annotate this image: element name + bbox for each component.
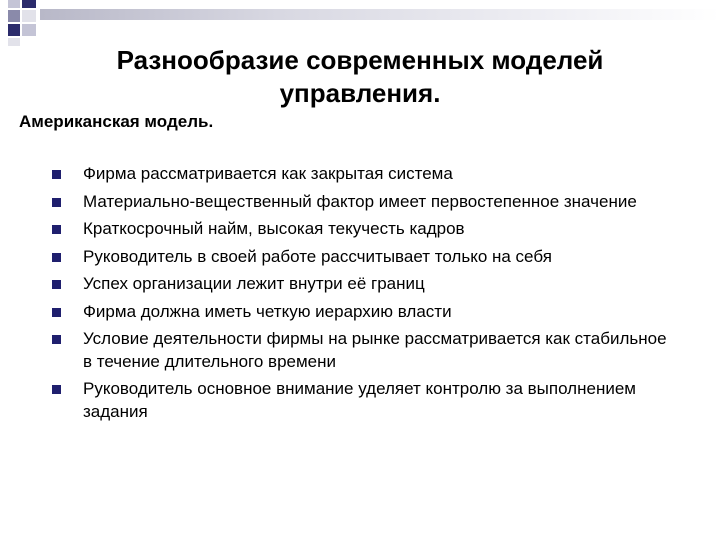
slide-title: Разнообразие современных моделей управления. — [116, 45, 604, 108]
list-item — [52, 301, 672, 324]
list-item-text: Фирма рассматривается как закрытая система — [83, 164, 453, 183]
decor-square — [8, 10, 20, 22]
square-bullet-icon — [52, 170, 61, 179]
square-bullet-icon — [52, 198, 61, 207]
list-item — [52, 328, 672, 373]
decor-square — [22, 10, 36, 22]
list-item — [52, 218, 672, 241]
list-item-text: Руководитель в своей работе рассчитывает только на себя — [83, 246, 552, 266]
header-decoration — [0, 0, 720, 48]
list-item-text: Материально-вещественный фактор имеет первостепенное значение — [83, 191, 637, 211]
square-bullet-icon — [52, 308, 61, 317]
square-bullet-icon — [52, 253, 61, 262]
list-item — [52, 273, 672, 296]
bullet-list — [52, 163, 672, 428]
decor-square — [8, 38, 20, 46]
list-item — [52, 191, 672, 214]
decor-square — [22, 0, 36, 8]
list-item — [52, 163, 672, 186]
square-bullet-icon — [52, 225, 61, 234]
list-item — [52, 378, 672, 423]
list-item-text: Успех организации лежит внутри её границ — [83, 274, 425, 293]
decor-square — [8, 0, 20, 8]
decor-square — [22, 24, 36, 36]
list-item-text: Фирма должна иметь четкую иерархию власти — [83, 301, 452, 321]
decor-square — [8, 24, 20, 36]
list-item-text: Условие деятельности фирмы на рынке рассматривается как стабильное в течение длительного времени — [83, 329, 667, 371]
list-item — [52, 246, 672, 269]
square-bullet-icon — [52, 335, 61, 344]
list-item-text: Руководитель основное внимание уделяет контролю за выполнением задания — [83, 379, 636, 421]
slide-subtitle: Американская модель. — [19, 112, 214, 131]
square-bullet-icon — [52, 385, 61, 394]
square-bullet-icon — [52, 280, 61, 289]
header-gradient-bar — [40, 9, 720, 20]
list-item-text: Краткосрочный найм, высокая текучесть кадров — [83, 219, 465, 238]
